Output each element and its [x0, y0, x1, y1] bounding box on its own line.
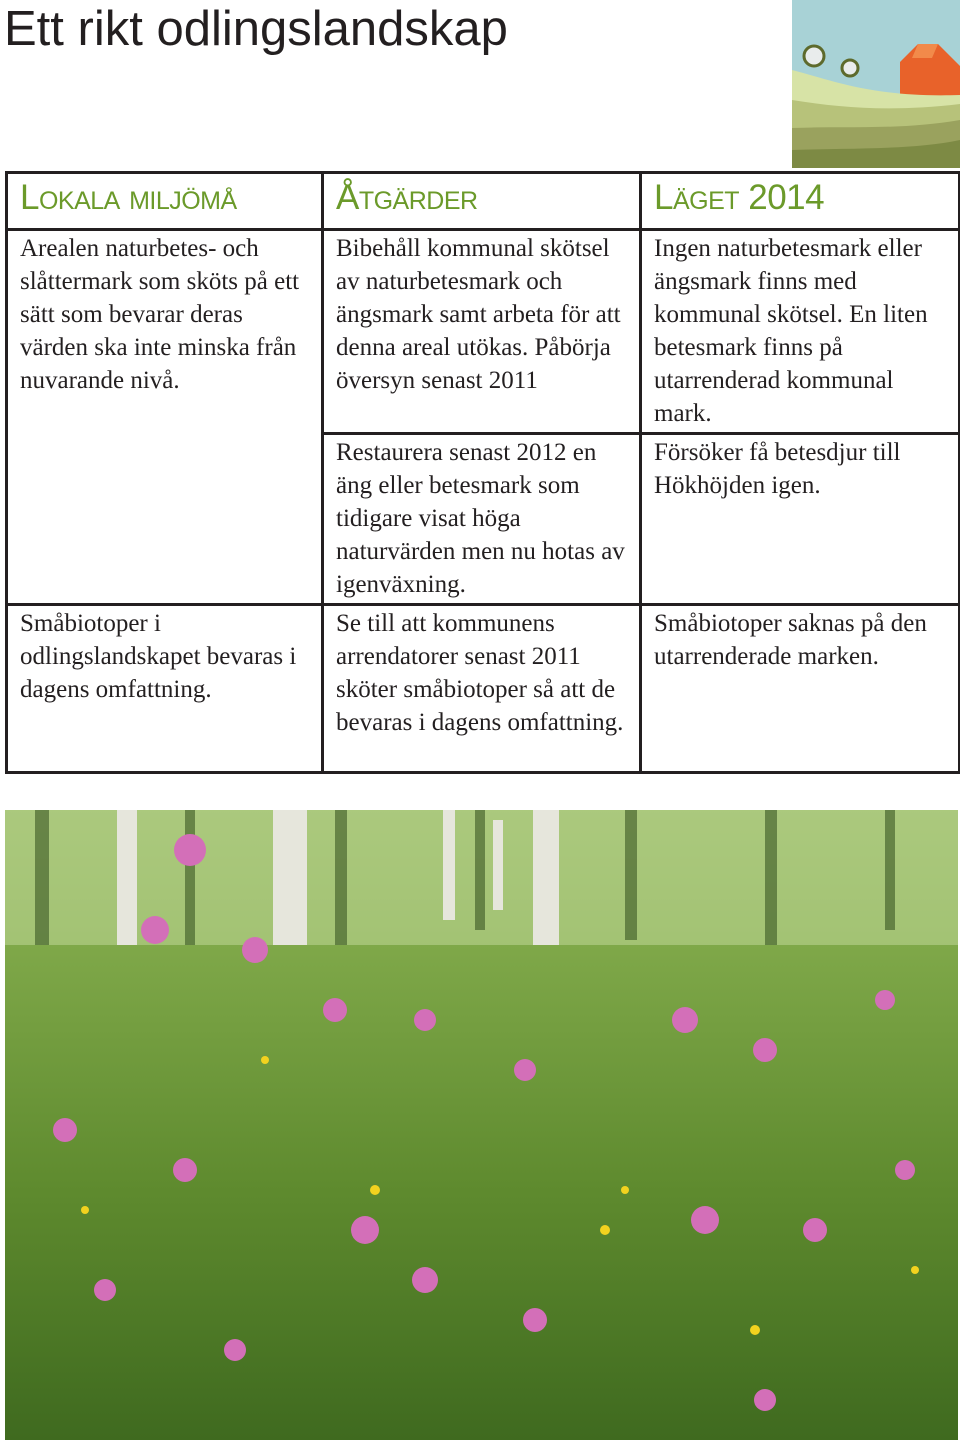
- action-cell: Se till att kommunens arrendatorer senast 2011 sköter småbiotoper så att de bevaras i dagens omfattning.: [323, 605, 641, 773]
- status-cell: Småbiotoper saknas på den utarrenderade marken.: [641, 605, 960, 773]
- status-cell: Ingen naturbetesmark eller ängsmark finns med kommunal skötsel. En liten betesmark finns på utarrenderad kommunal mark.: [641, 230, 960, 434]
- environmental-goals-table: [5, 171, 960, 774]
- table-row: [7, 230, 960, 434]
- header-status: Läget 2014: [641, 173, 960, 230]
- page-title: Ett rikt odlingslandskap: [4, 2, 508, 56]
- goal-cell: Arealen naturbetes- och slåttermark som sköts på ett sätt som bevarar deras värden ska inte minska från nuvarande nivå.: [7, 230, 323, 434]
- table-header-row: [7, 173, 960, 230]
- rural-landscape-logo-icon: [792, 0, 960, 168]
- table-row: [7, 605, 960, 773]
- action-cell: Bibehåll kommunal skötsel av naturbetesmark och ängsmark samt arbeta för att denna areal utökas. Påbörja översyn senast 2011: [323, 230, 641, 434]
- goal-cell-empty: [7, 434, 323, 605]
- meadow-with-flowers-photo: [5, 810, 958, 1440]
- action-cell: Restaurera senast 2012 en äng eller betesmark som tidigare visat höga naturvärden men nu hotas av igenväxning.: [323, 434, 641, 605]
- goal-cell: Småbiotoper i odlingslandskapet bevaras i dagens omfattning.: [7, 605, 323, 773]
- header-goals: Lokala miljömå: [7, 173, 323, 230]
- status-cell: Försöker få betesdjur till Hökhöjden igen.: [641, 434, 960, 605]
- header-actions: Åtgärder: [323, 173, 641, 230]
- table-row: [7, 434, 960, 605]
